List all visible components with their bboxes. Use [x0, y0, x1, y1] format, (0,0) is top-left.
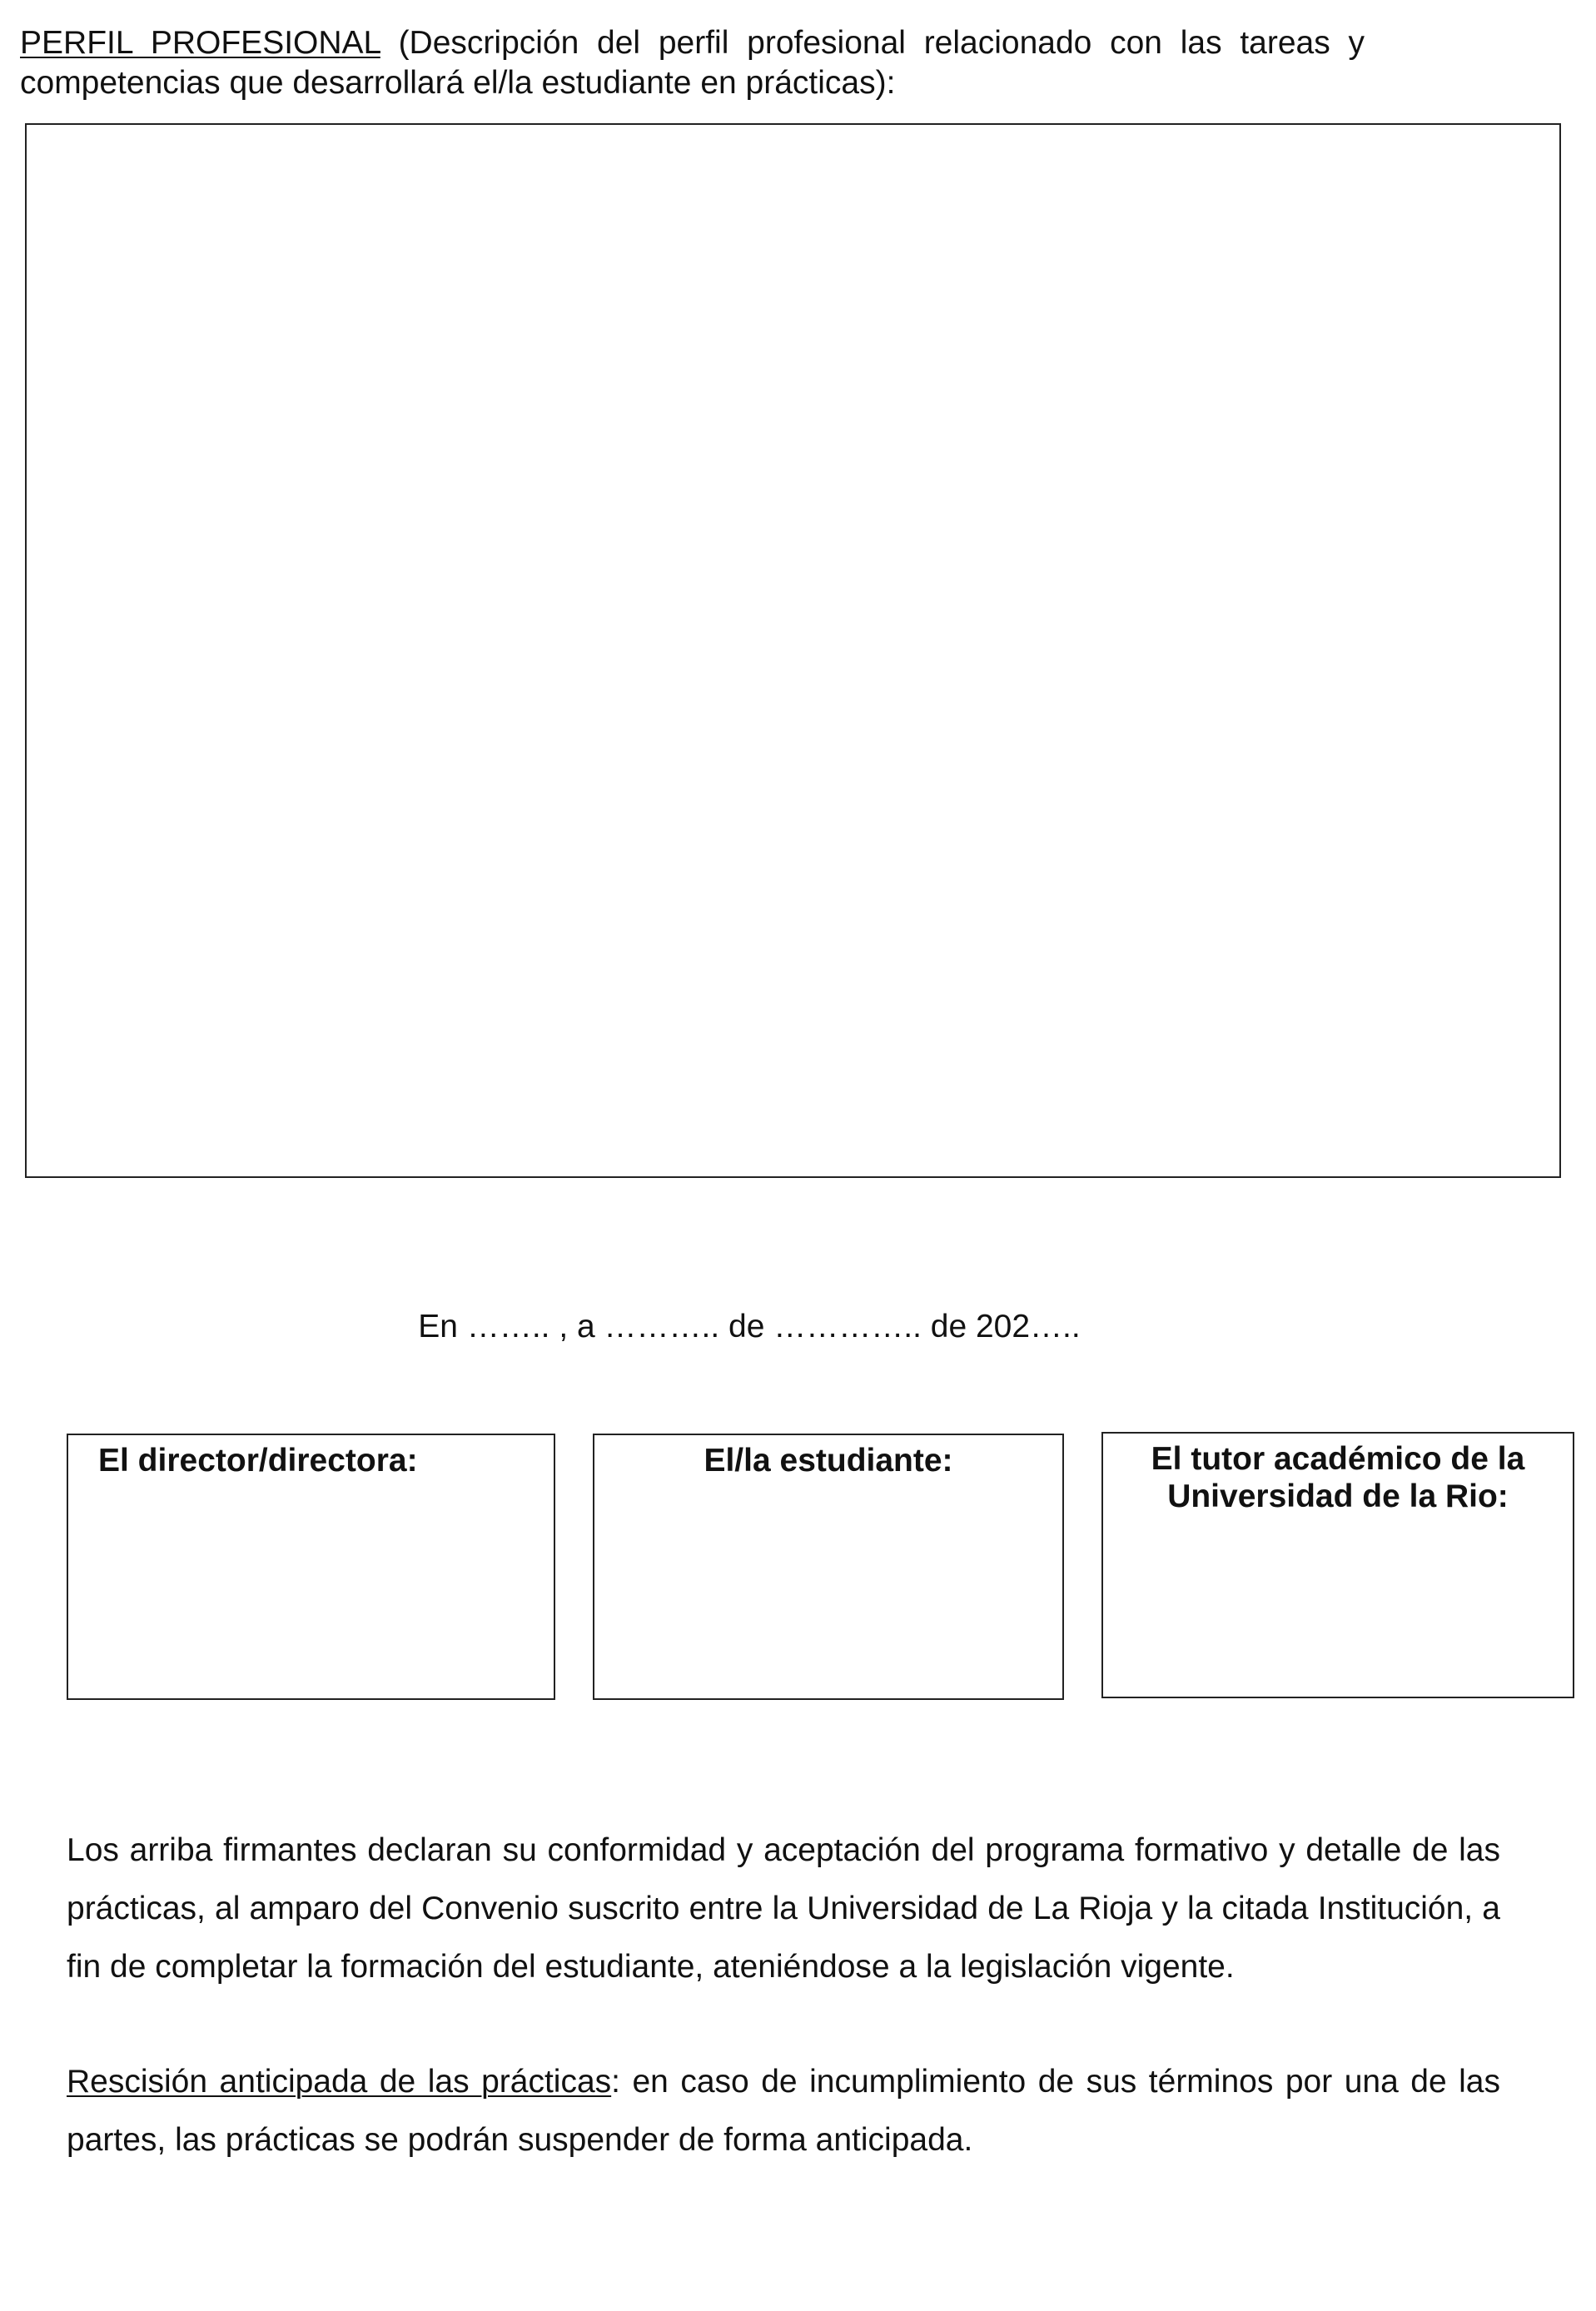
rescision-paragraph	[67, 2053, 1500, 2169]
tutor-label-line1: El tutor académico de la	[1151, 1441, 1525, 1477]
rescision-heading: Rescisión anticipada de las prácticas	[67, 2064, 612, 2100]
student-signature-label: El/la estudiante:	[704, 1443, 953, 1479]
tutor-label-line2: Universidad de la Rio:	[1167, 1479, 1509, 1514]
profile-heading: PERFIL PROFESIONAL	[20, 25, 380, 61]
date-line: En …….. , a ……….. de ………….. de 202…..	[418, 1309, 1081, 1344]
conformity-paragraph: Los arriba firmantes declaran su conformidad y aceptación del programa formativo y detalle de las prácticas, al amparo del Convenio suscrito entre la Universidad de La Rioja y la citada Institución, a fin de completar la formación del estudiante, ateniéndose a la legislación vigente.	[67, 1832, 1500, 1985]
profile-text-box[interactable]	[25, 123, 1561, 1178]
director-signature-box[interactable]	[67, 1434, 555, 1700]
rescision-text: : en caso de incumplimiento de sus términos por una de las partes, las prácticas se podrán suspender de forma anticipada.	[67, 2064, 1500, 2158]
tutor-signature-label	[1103, 1434, 1573, 1515]
profile-intro	[20, 23, 1365, 103]
director-signature-label: El director/directora:	[98, 1443, 418, 1479]
tutor-signature-box[interactable]	[1101, 1432, 1574, 1698]
student-signature-box[interactable]	[593, 1434, 1064, 1700]
profile-description: (Descripción del perfil profesional relacionado con las tareas y competencias que desarrollará el/la estudiante en prácticas):	[20, 25, 1365, 101]
